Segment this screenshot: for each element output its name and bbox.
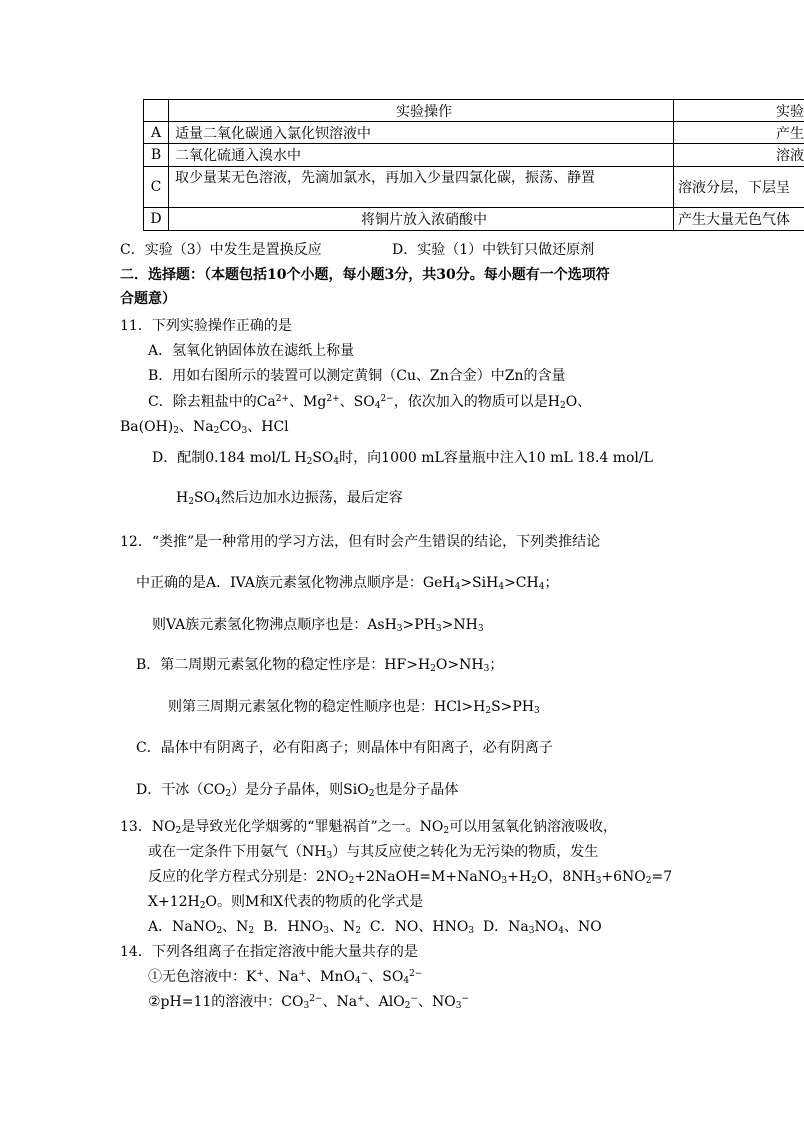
table-row	[144, 144, 804, 167]
row-label: B	[144, 144, 169, 166]
q11-option-a: A．氢氧化钠固体放在滤纸上称量	[148, 343, 355, 359]
section-heading-cont: 合题意）	[120, 291, 176, 307]
q11-option-d-cont: $H_2SO_4$然后边加水边振荡，最后定容	[176, 490, 403, 507]
row-op: 取少量某无色溶液，先滴加氯水，再加入少量四氯化碳，振荡、静置	[169, 167, 674, 207]
q13-option-d: D．$Na_3NO_4$、NO	[482, 919, 602, 936]
prev-option-d: D．实验（1）中铁钉只做还原剂	[392, 242, 595, 258]
q13-option-b: B．$HNO_3$、$N_2$	[263, 919, 362, 936]
q12-option-c: C．晶体中有阴离子，必有阳离子；则晶体中有阳离子，必有阴离子	[136, 740, 553, 756]
q13-option-c: C．NO、$HNO_3$	[369, 919, 475, 936]
experiment-table	[143, 99, 804, 231]
q13-stem-line4: $X+12H_2O$。则M和X代表的物质的化学式是	[148, 894, 424, 911]
q12-stem: 12．“类推”是一种常用的学习方法，但有时会产生错误的结论，下列类推结论	[120, 534, 601, 550]
q12-option-a-cont: 则VA族元素氢化物沸点顺序也是：$AsH_3>PH_3>NH_3$	[152, 617, 484, 634]
table-header-res: 实验	[776, 103, 804, 120]
q11-option-c-cont: $Ba(OH)_2$、$Na_2CO_3$、HCl	[120, 419, 289, 436]
section-heading: 二．选择题：（本题包括10个小题，每小题3分，共30分。每小题有一个选项符	[120, 267, 610, 283]
q11-option-d: D．配制0.184 mol/L $H_2SO_4$时，向1000 mL容量瓶中注入10 mL 18.4 mol/L	[152, 450, 653, 467]
table-header-label-cell	[144, 100, 169, 121]
table-row	[144, 208, 804, 231]
row-label: D	[144, 208, 169, 230]
q13-stem-line2: 或在一定条件下用氨气$(NH_3)$与其反应使之转化为无污染的物质，发生	[148, 844, 599, 861]
q13-stem-line1: 13．$NO_2$是导致光化学烟雾的“罪魁祸首”之一。$NO_2$可以用氢氧化钠溶液吸收，	[120, 819, 618, 836]
q12-option-d: D．干冰$(CO_2)$是分子晶体，则SiO$_2$也是分子晶体	[136, 782, 459, 799]
q14-stem: 14．下列各组离子在指定溶液中能大量共存的是	[120, 944, 418, 960]
q12-option-b-cont: 则第三周期元素氢化物的稳定性顺序也是：$HCl>H_2S>PH_3$	[168, 699, 540, 716]
prev-option-c: C．实验（3）中发生是置换反应	[120, 242, 322, 258]
table-header-op: 实验操作	[169, 100, 674, 121]
row-res: 产生大量无色气体	[678, 212, 790, 228]
table-header-row	[144, 100, 804, 122]
row-label: C	[144, 167, 169, 207]
row-res: 溶液分层，下层呈	[678, 180, 790, 196]
row-op: 适量二氧化碳通入氯化钡溶液中	[169, 122, 674, 143]
row-res: 产生	[776, 125, 804, 142]
q14-item-2: ②pH=11的溶液中：$CO_3^{2-}$、Na+、AlO$_2$−、$NO_3^-$	[148, 994, 470, 1011]
q12-option-a: 中正确的是A．IVA族元素氢化物沸点顺序是：$GeH_4>SiH_4>CH_4$；	[136, 575, 559, 592]
q11-stem: 11．下列实验操作正确的是	[120, 318, 292, 334]
row-res: 溶液	[776, 148, 804, 164]
q13-options	[148, 917, 602, 937]
q11-option-b: B．用如右图所示的装置可以测定黄铜（Cu、Zn合金）中Zn的含量	[148, 368, 566, 384]
q13-option-a: A．NaNO$_2$、$N_2$	[148, 919, 255, 936]
table-row	[144, 167, 804, 208]
q14-item-1: ①无色溶液中：K+、Na+、MnO$_4$−、$SO_4^{2-}$	[148, 969, 423, 986]
q12-option-b: B．第二周期元素氢化物的稳定性序是：$HF>H_2O>NH_3$；	[136, 657, 504, 674]
table-row	[144, 122, 804, 144]
q11-option-c: C．除去粗盐中的$Ca^{2+}$、$Mg^{2+}$、$SO_4^{2-}$，依次加入的物质可以是$H_2O$、	[148, 394, 592, 411]
q13-stem-line3: 反应的化学方程式分别是：$2NO_2+2NaOH=M+NaNO_3+H_2O$，$8NH_3+6NO_2=7$	[148, 869, 673, 886]
row-op: 将铜片放入浓硝酸中	[169, 208, 674, 230]
row-op: 二氧化硫通入溴水中	[169, 144, 674, 166]
row-label: A	[144, 122, 169, 143]
